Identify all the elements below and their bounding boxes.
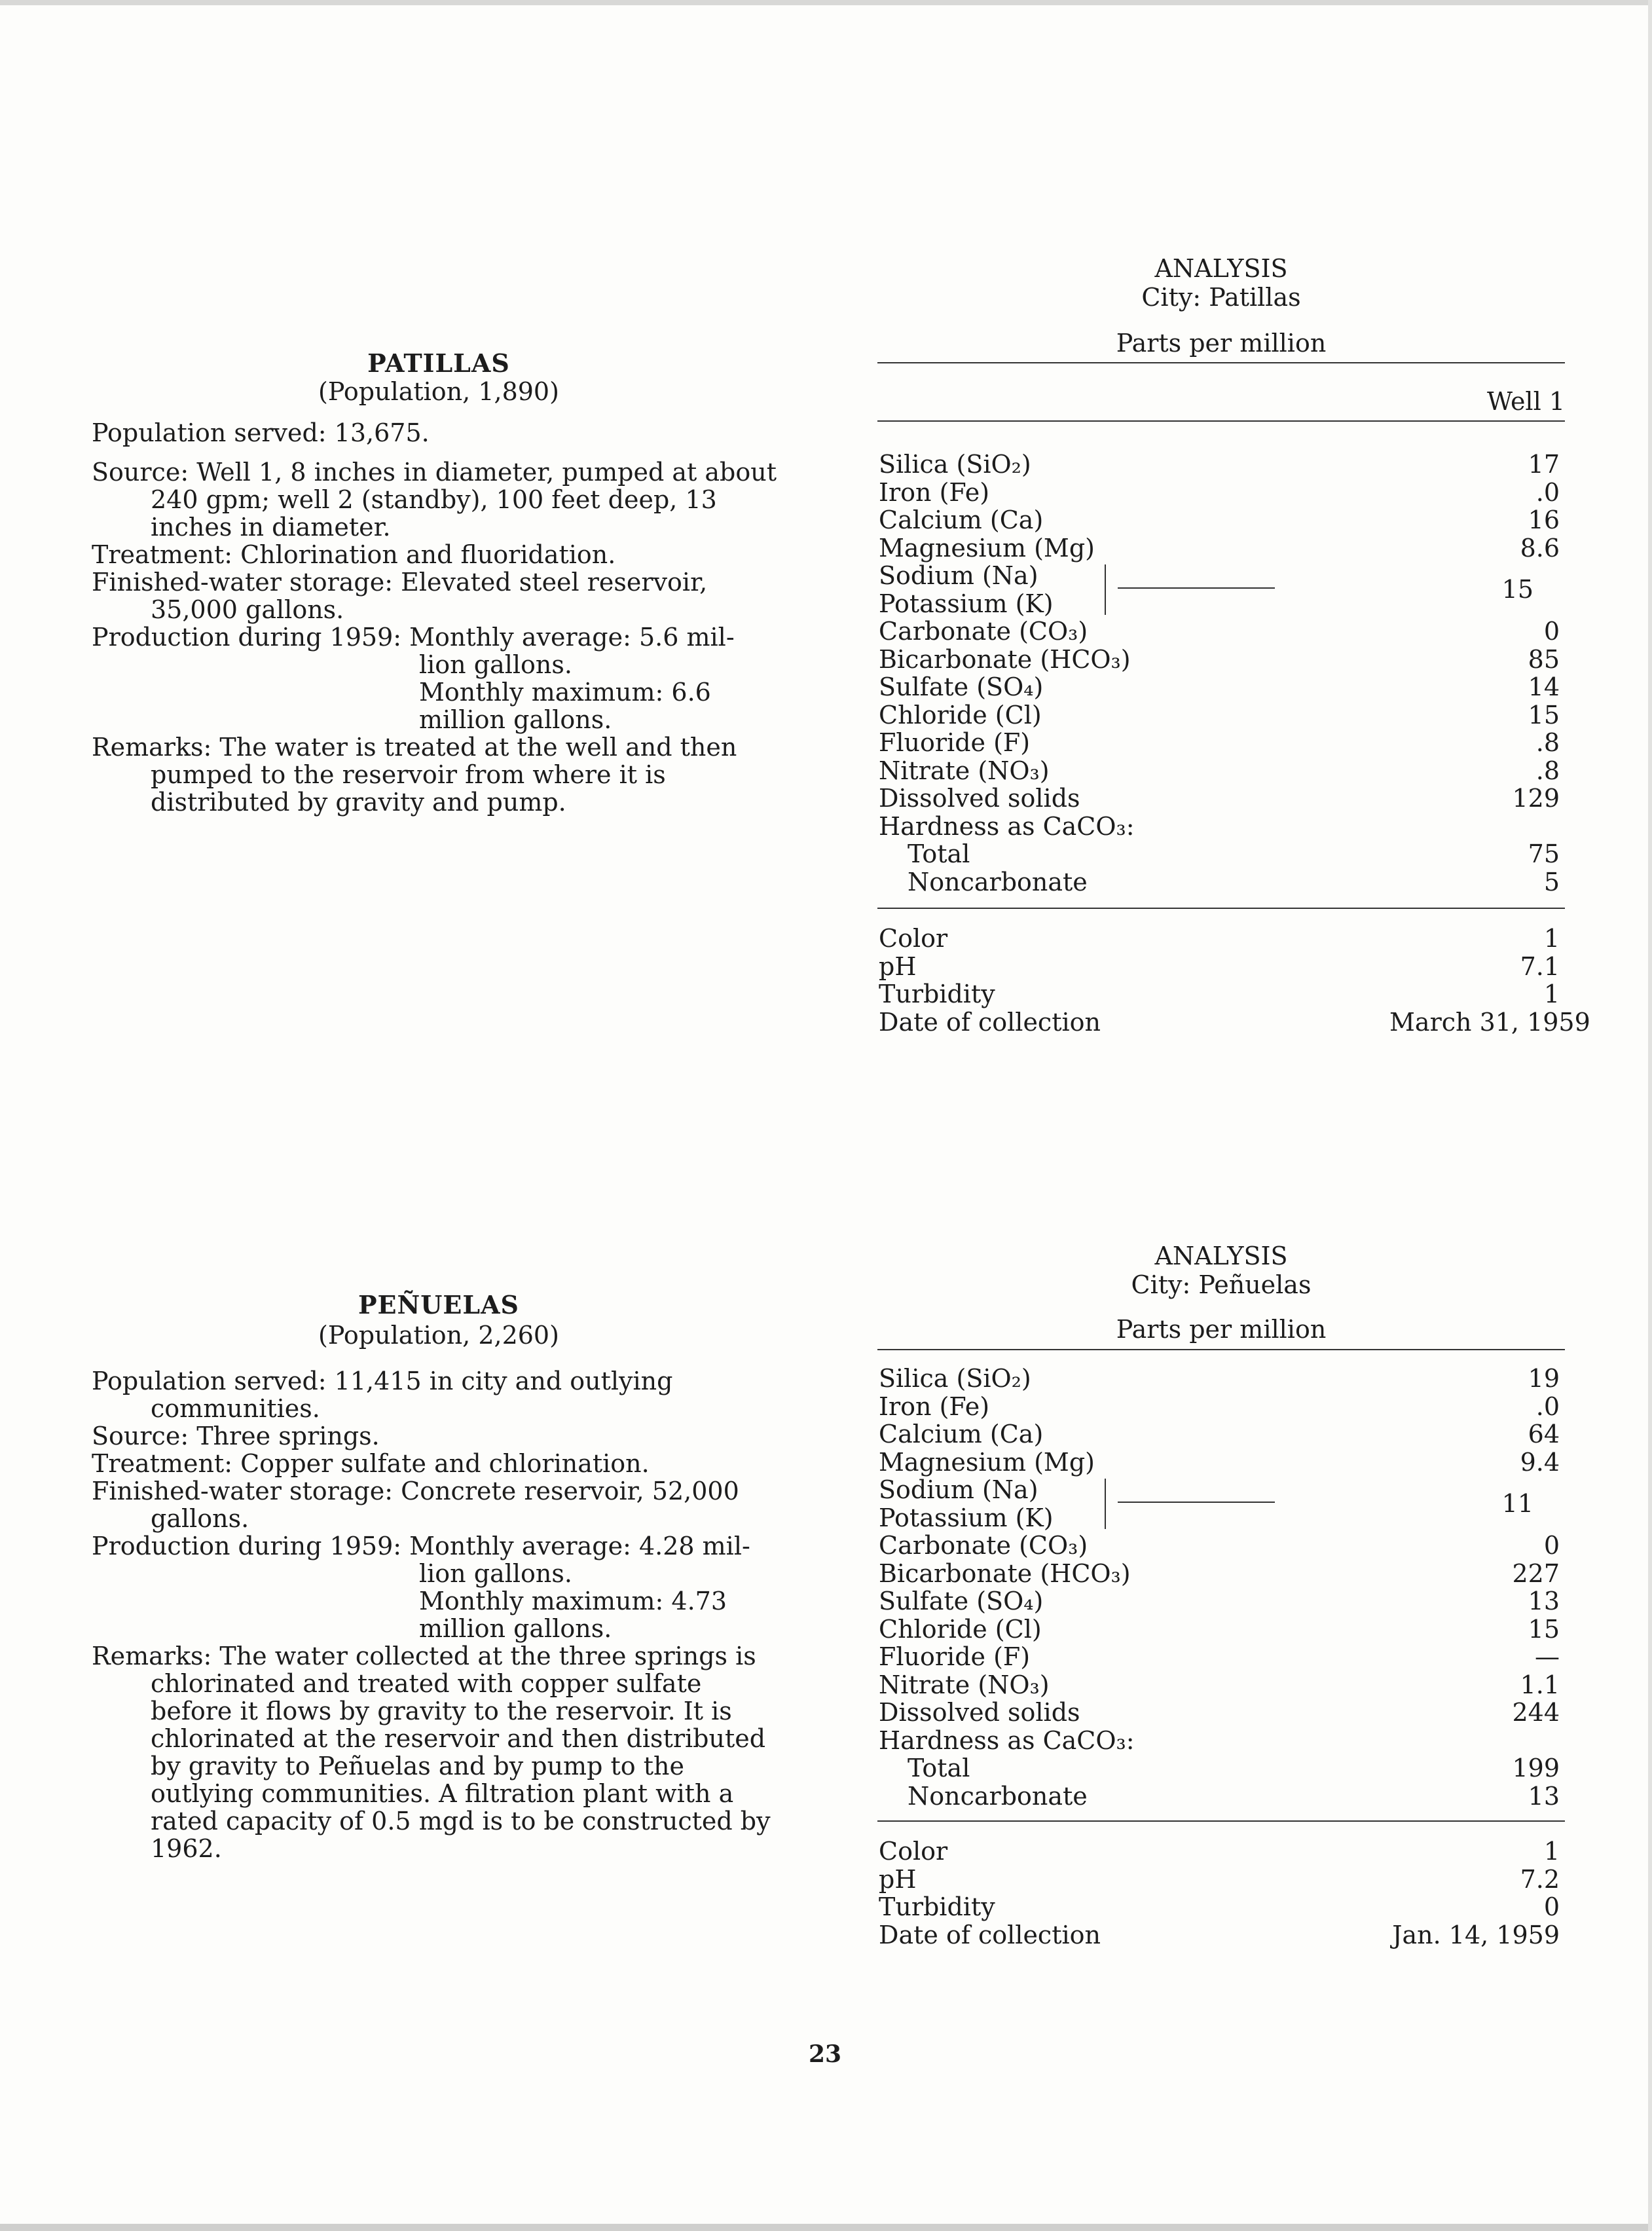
patillas-title: PATILLAS — [367, 348, 510, 378]
analysis-row-label: Iron (Fe) — [879, 477, 990, 507]
patillas-analysis-heading: ANALYSIS — [1154, 254, 1288, 283]
patillas-rule-2 — [877, 420, 1565, 422]
analysis-row-label: Carbonate (CO₃) — [879, 617, 1088, 646]
analysis-row-value: 13 — [1528, 1781, 1560, 1811]
analysis-row-label: Potassium (K) — [879, 589, 1054, 618]
analysis-row-value: 1 — [1543, 980, 1560, 1008]
analysis-row-label: Sodium (Na) — [879, 1475, 1038, 1504]
analysis-row-label: Chloride (Cl) — [879, 700, 1042, 729]
scan-edge-top — [0, 0, 1652, 5]
analysis-row-value: 129 — [1512, 784, 1560, 813]
patillas-storage: Finished-water storage: Elevated steel reservoir, 35,000 gallons. — [92, 568, 708, 624]
analysis-row-label: Date of collection — [879, 1007, 1101, 1037]
analysis-row-label: Sodium (Na) — [879, 561, 1038, 590]
analysis-row-value: 64 — [1528, 1420, 1560, 1448]
penuelas-population-served: Population served: 11,415 in city and outlying communities. — [92, 1367, 673, 1423]
analysis-row-label: Dissolved solids — [879, 1698, 1080, 1727]
analysis-row-label: Date of collection — [879, 1920, 1101, 1949]
analysis-row-label: Dissolved solids — [879, 784, 1080, 813]
patillas-production-4: million gallons. — [419, 705, 612, 734]
analysis-row-label: pH — [879, 951, 917, 981]
penuelas-analysis-city: City: Peñuelas — [1131, 1270, 1312, 1299]
sodium-potassium-leader-line — [1118, 587, 1275, 589]
analysis-row-label: pH — [879, 1864, 917, 1894]
penuelas-storage: Finished-water storage: Concrete reservoir, 52,000 gallons. — [92, 1477, 739, 1533]
analysis-row-label: Fluoride (F) — [879, 1642, 1031, 1671]
analysis-row-label: Hardness as CaCO₃: — [879, 1725, 1135, 1755]
analysis-row-value: 19 — [1528, 1364, 1560, 1393]
analysis-row-value: 227 — [1512, 1558, 1560, 1588]
analysis-row-value: 85 — [1528, 644, 1560, 674]
analysis-row-value: 0 — [1543, 1892, 1560, 1921]
analysis-row-label: Turbidity — [879, 1892, 995, 1921]
analysis-row-value: 8.6 — [1520, 533, 1560, 562]
analysis-row-label: Nitrate (NO₃) — [879, 756, 1050, 785]
analysis-row-value: 15 — [1528, 700, 1560, 729]
analysis-row-label: Nitrate (NO₃) — [879, 1670, 1050, 1699]
patillas-population: (Population, 1,890) — [318, 377, 559, 406]
analysis-row-value: 244 — [1512, 1698, 1560, 1727]
analysis-row-label: Noncarbonate — [908, 867, 1088, 896]
analysis-row-value: 1 — [1543, 1837, 1560, 1866]
penuelas-rule-1 — [877, 1349, 1565, 1350]
analysis-row-label: Fluoride (F) — [879, 728, 1031, 757]
analysis-row-label: Magnesium (Mg) — [879, 1447, 1095, 1477]
analysis-row-value: 1 — [1543, 924, 1560, 953]
analysis-row-value: 0 — [1543, 617, 1560, 646]
penuelas-title: PEÑUELAS — [358, 1290, 520, 1319]
analysis-row-value: 15 — [1528, 1614, 1560, 1644]
patillas-production-2: lion gallons. — [419, 650, 572, 679]
analysis-row-value: 75 — [1528, 839, 1560, 868]
analysis-row-value: — — [1535, 1642, 1560, 1671]
sodium-potassium-value: 15 — [1501, 575, 1533, 604]
sodium-potassium-brace — [1105, 564, 1118, 615]
penuelas-description — [92, 1367, 786, 1862]
analysis-row-label: Calcium (Ca) — [879, 506, 1044, 534]
patillas-treatment: Treatment: Chlorination and fluoridation. — [92, 540, 616, 569]
analysis-row-value: 5 — [1543, 867, 1560, 896]
analysis-row-value: 7.1 — [1520, 951, 1560, 981]
patillas-remarks: Remarks: The water is treated at the well and then pumped to the reservoir from where it is distributed by gravity and pump. — [92, 733, 737, 817]
analysis-row-label: Carbonate (CO₃) — [879, 1531, 1088, 1560]
patillas-analysis-city: City: Patillas — [1141, 283, 1301, 312]
analysis-row-label: Sulfate (SO₄) — [879, 1587, 1044, 1615]
analysis-row-value: 0 — [1543, 1531, 1560, 1560]
patillas-rule-3 — [877, 908, 1565, 909]
analysis-row-value: 9.4 — [1520, 1447, 1560, 1477]
scan-edge-bottom — [0, 2224, 1652, 2231]
analysis-row-label: Iron (Fe) — [879, 1392, 990, 1421]
sodium-potassium-leader-line — [1118, 1502, 1275, 1503]
patillas-production-3: Monthly maximum: 6.6 — [419, 678, 711, 707]
analysis-row-value: 16 — [1528, 506, 1560, 534]
penuelas-analysis-heading: ANALYSIS — [1154, 1242, 1288, 1270]
patillas-analysis-units: Parts per million — [1116, 329, 1327, 358]
analysis-row-label: Magnesium (Mg) — [879, 533, 1095, 562]
analysis-row-value: 7.2 — [1520, 1864, 1560, 1894]
analysis-row-label: Silica (SiO₂) — [879, 450, 1031, 479]
analysis-row-value: 13 — [1528, 1587, 1560, 1615]
analysis-row-value: .8 — [1535, 728, 1560, 757]
analysis-row-label: Potassium (K) — [879, 1503, 1054, 1532]
analysis-row-label: Bicarbonate (HCO₃) — [879, 1558, 1131, 1588]
penuelas-remarks: Remarks: The water collected at the three springs is chlorinated and treated with copper sulfate before it flows by gravity to the reservoir. It is chlorinated at the reservoir and then distributed by gravity to Peñuelas and by pump to the outlying communities. A filtration plant with a rated capacity of 0.5 mgd is to be constructed by 1962. — [92, 1642, 771, 1863]
analysis-row-value: 1.1 — [1520, 1670, 1560, 1699]
analysis-row-label: Total — [908, 1754, 970, 1782]
penuelas-treatment: Treatment: Copper sulfate and chlorination. — [92, 1449, 650, 1478]
patillas-production-1: Production during 1959: Monthly average: 5.6 mil- — [92, 623, 735, 652]
analysis-row-label: Color — [879, 924, 948, 953]
analysis-row-label: Silica (SiO₂) — [879, 1364, 1031, 1393]
analysis-row-value: .0 — [1535, 1392, 1560, 1421]
penuelas-rule-3 — [877, 1820, 1565, 1822]
patillas-rule-1 — [877, 362, 1565, 363]
patillas-population-served: Population served: 13,675. — [92, 418, 430, 447]
analysis-row-value: Jan. 14, 1959 — [1392, 1920, 1560, 1949]
penuelas-production-4: million gallons. — [419, 1614, 612, 1643]
penuelas-production-1: Production during 1959: Monthly average: 4.28 mil- — [92, 1532, 750, 1560]
analysis-row-label: Bicarbonate (HCO₃) — [879, 644, 1131, 674]
analysis-row-label: Noncarbonate — [908, 1781, 1088, 1811]
sodium-potassium-brace — [1105, 1479, 1118, 1529]
patillas-source: Source: Well 1, 8 inches in diameter, pumped at about 240 gpm; well 2 (standby), 100 feet deep, 13 inches in diameter. — [92, 458, 777, 542]
analysis-row-value: .8 — [1535, 756, 1560, 785]
analysis-row-label: Color — [879, 1837, 948, 1866]
analysis-row-value: 17 — [1528, 450, 1560, 479]
analysis-row-label: Total — [908, 839, 970, 868]
analysis-row-label: Turbidity — [879, 980, 995, 1008]
scan-edge-right — [1648, 0, 1652, 2231]
patillas-column-header: Well 1 — [1486, 387, 1565, 416]
analysis-row-label: Sulfate (SO₄) — [879, 673, 1044, 701]
sodium-potassium-value: 11 — [1501, 1489, 1533, 1519]
penuelas-source: Source: Three springs. — [92, 1422, 380, 1450]
penuelas-production-3: Monthly maximum: 4.73 — [419, 1587, 727, 1615]
analysis-row-value: 14 — [1528, 673, 1560, 701]
page-number: 23 — [808, 2040, 842, 2068]
penuelas-production-2: lion gallons. — [419, 1559, 572, 1588]
analysis-row-value: .0 — [1535, 477, 1560, 507]
patillas-description — [92, 419, 786, 816]
analysis-row-label: Hardness as CaCO₃: — [879, 811, 1135, 841]
analysis-row-value: March 31, 1959 — [1389, 1007, 1590, 1037]
penuelas-analysis-units: Parts per million — [1116, 1315, 1327, 1344]
penuelas-population: (Population, 2,260) — [318, 1321, 559, 1350]
analysis-row-label: Chloride (Cl) — [879, 1614, 1042, 1644]
analysis-row-value: 199 — [1512, 1754, 1560, 1782]
analysis-row-label: Calcium (Ca) — [879, 1420, 1044, 1448]
